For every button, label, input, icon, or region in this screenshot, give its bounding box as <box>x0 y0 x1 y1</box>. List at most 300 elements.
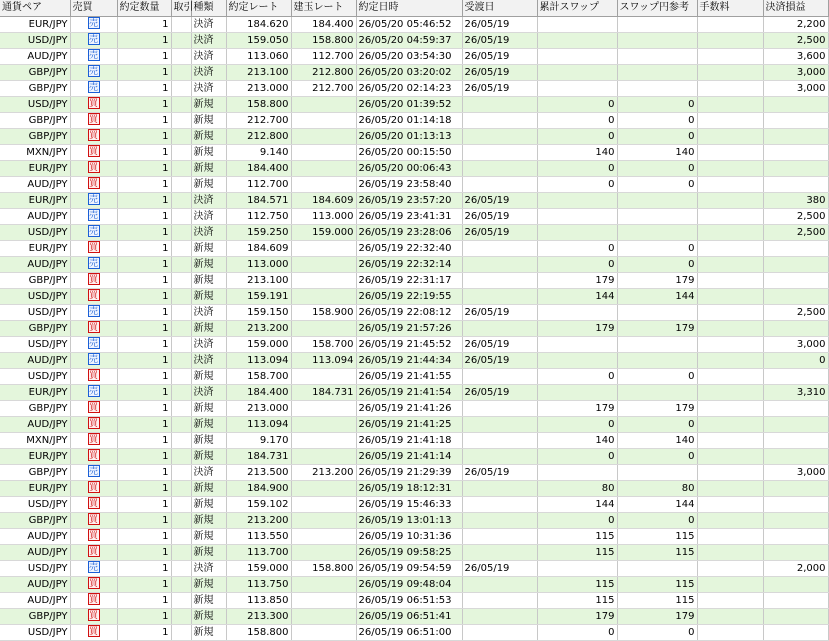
cumulative-swap-cell: 0 <box>537 512 617 528</box>
trade-cell <box>171 208 191 224</box>
exec-datetime-cell: 26/05/20 01:13:13 <box>356 128 462 144</box>
type-cell: 新規 <box>191 176 226 192</box>
settlement-date-cell: 26/05/19 <box>462 352 537 368</box>
exec-datetime-cell: 26/05/19 21:41:54 <box>356 384 462 400</box>
buy-badge: 買 <box>88 402 98 413</box>
pair-cell: AUD/JPY <box>0 592 70 608</box>
exec-datetime-cell: 26/05/20 04:59:37 <box>356 32 462 48</box>
pnl-cell: 3,310 <box>763 384 828 400</box>
trade-cell <box>171 256 191 272</box>
column-header-swap-yen[interactable]: スワップ円参考 <box>617 0 697 16</box>
exec-rate-cell: 112.700 <box>226 176 291 192</box>
trade-cell <box>171 48 191 64</box>
quantity-cell: 1 <box>117 16 171 32</box>
sell-badge: 売 <box>88 18 98 29</box>
position-rate-cell: 184.400 <box>291 16 356 32</box>
side-cell <box>70 64 117 80</box>
settlement-date-cell <box>462 240 537 256</box>
buy-badge: 買 <box>88 114 98 125</box>
table-row[interactable] <box>0 624 828 640</box>
quantity-cell: 1 <box>117 64 171 80</box>
quantity-cell: 1 <box>117 416 171 432</box>
pair-cell: USD/JPY <box>0 336 70 352</box>
exec-datetime-cell: 26/05/19 23:28:06 <box>356 224 462 240</box>
column-header-settlement-date[interactable]: 受渡日 <box>462 0 537 16</box>
side-cell <box>70 544 117 560</box>
trade-cell <box>171 336 191 352</box>
side-cell <box>70 192 117 208</box>
fee-cell <box>697 464 763 480</box>
fee-cell <box>697 80 763 96</box>
type-cell: 新規 <box>191 544 226 560</box>
column-header-trade[interactable]: 取引 <box>171 0 191 16</box>
trade-cell <box>171 544 191 560</box>
position-rate-cell: 113.094 <box>291 352 356 368</box>
table-row[interactable] <box>0 416 828 432</box>
settlement-date-cell: 26/05/19 <box>462 80 537 96</box>
settlement-date-cell: 26/05/19 <box>462 224 537 240</box>
side-cell <box>70 128 117 144</box>
pair-cell: USD/JPY <box>0 288 70 304</box>
table-row[interactable] <box>0 224 828 240</box>
exec-rate-cell: 113.750 <box>226 576 291 592</box>
side-cell <box>70 144 117 160</box>
settlement-date-cell: 26/05/19 <box>462 464 537 480</box>
pnl-cell: 3,000 <box>763 80 828 96</box>
cumulative-swap-cell: 179 <box>537 320 617 336</box>
table-row[interactable] <box>0 560 828 576</box>
settlement-date-cell <box>462 496 537 512</box>
quantity-cell: 1 <box>117 592 171 608</box>
type-cell: 新規 <box>191 576 226 592</box>
swap-yen-cell <box>617 32 697 48</box>
pair-cell: EUR/JPY <box>0 448 70 464</box>
exec-rate-cell: 213.500 <box>226 464 291 480</box>
table-row[interactable] <box>0 512 828 528</box>
sell-badge: 売 <box>88 258 98 269</box>
swap-yen-cell: 0 <box>617 624 697 640</box>
type-cell: 新規 <box>191 624 226 640</box>
table-row[interactable] <box>0 176 828 192</box>
type-cell: 決済 <box>191 560 226 576</box>
position-rate-cell <box>291 432 356 448</box>
settlement-date-cell <box>462 160 537 176</box>
cumulative-swap-cell: 0 <box>537 256 617 272</box>
swap-yen-cell <box>617 192 697 208</box>
fee-cell <box>697 320 763 336</box>
quantity-cell: 1 <box>117 320 171 336</box>
side-cell <box>70 480 117 496</box>
sell-badge: 売 <box>88 226 98 237</box>
exec-datetime-cell: 26/05/19 06:51:00 <box>356 624 462 640</box>
pnl-cell <box>763 416 828 432</box>
table-row[interactable] <box>0 352 828 368</box>
table-row[interactable] <box>0 528 828 544</box>
position-rate-cell: 212.800 <box>291 64 356 80</box>
table-row[interactable] <box>0 160 828 176</box>
settlement-date-cell <box>462 112 537 128</box>
pair-cell: USD/JPY <box>0 304 70 320</box>
type-cell: 新規 <box>191 128 226 144</box>
column-header-pair[interactable]: 通貨ペア <box>0 0 70 16</box>
type-cell: 新規 <box>191 320 226 336</box>
table-row[interactable] <box>0 384 828 400</box>
exec-datetime-cell: 26/05/19 10:31:36 <box>356 528 462 544</box>
swap-yen-cell <box>617 224 697 240</box>
settlement-date-cell <box>462 512 537 528</box>
fee-cell <box>697 432 763 448</box>
position-rate-cell: 213.200 <box>291 464 356 480</box>
pnl-cell <box>763 128 828 144</box>
cumulative-swap-cell <box>537 224 617 240</box>
pnl-cell: 0 <box>763 352 828 368</box>
table-row[interactable] <box>0 576 828 592</box>
column-header-fee[interactable]: 手数料 <box>697 0 763 16</box>
fee-cell <box>697 416 763 432</box>
trade-cell <box>171 64 191 80</box>
side-cell <box>70 416 117 432</box>
quantity-cell: 1 <box>117 512 171 528</box>
trade-cell <box>171 96 191 112</box>
trade-cell <box>171 288 191 304</box>
cumulative-swap-cell: 179 <box>537 608 617 624</box>
position-rate-cell <box>291 96 356 112</box>
position-rate-cell: 212.700 <box>291 80 356 96</box>
pnl-cell <box>763 592 828 608</box>
pnl-cell: 2,500 <box>763 304 828 320</box>
table-row[interactable] <box>0 64 828 80</box>
settlement-date-cell <box>462 320 537 336</box>
buy-badge: 買 <box>88 290 98 301</box>
settlement-date-cell <box>462 128 537 144</box>
pair-cell: GBP/JPY <box>0 272 70 288</box>
exec-rate-cell: 159.050 <box>226 32 291 48</box>
trade-cell <box>171 320 191 336</box>
side-cell <box>70 576 117 592</box>
quantity-cell: 1 <box>117 240 171 256</box>
pair-cell: USD/JPY <box>0 368 70 384</box>
buy-badge: 買 <box>88 514 98 525</box>
fee-cell <box>697 592 763 608</box>
buy-badge: 買 <box>88 546 98 557</box>
pnl-cell <box>763 112 828 128</box>
swap-yen-cell: 115 <box>617 576 697 592</box>
settlement-date-cell: 26/05/19 <box>462 336 537 352</box>
quantity-cell: 1 <box>117 352 171 368</box>
table-row[interactable] <box>0 400 828 416</box>
cumulative-swap-cell <box>537 560 617 576</box>
swap-yen-cell: 144 <box>617 496 697 512</box>
position-rate-cell <box>291 624 356 640</box>
fee-cell <box>697 176 763 192</box>
exec-rate-cell: 158.800 <box>226 96 291 112</box>
exec-rate-cell: 113.094 <box>226 352 291 368</box>
exec-datetime-cell: 26/05/19 18:12:31 <box>356 480 462 496</box>
side-cell <box>70 304 117 320</box>
cumulative-swap-cell: 0 <box>537 240 617 256</box>
side-cell <box>70 528 117 544</box>
exec-rate-cell: 213.300 <box>226 608 291 624</box>
side-cell <box>70 624 117 640</box>
swap-yen-cell <box>617 560 697 576</box>
side-cell <box>70 400 117 416</box>
pair-cell: USD/JPY <box>0 96 70 112</box>
fee-cell <box>697 624 763 640</box>
table-row[interactable] <box>0 304 828 320</box>
swap-yen-cell: 0 <box>617 176 697 192</box>
settlement-date-cell <box>462 448 537 464</box>
trade-cell <box>171 128 191 144</box>
column-header-position-rate[interactable]: 建玉レート <box>291 0 356 16</box>
swap-yen-cell: 0 <box>617 448 697 464</box>
exec-datetime-cell: 26/05/19 21:41:25 <box>356 416 462 432</box>
quantity-cell: 1 <box>117 288 171 304</box>
pnl-cell <box>763 272 828 288</box>
pair-cell: AUD/JPY <box>0 256 70 272</box>
side-cell <box>70 560 117 576</box>
buy-badge: 買 <box>88 146 98 157</box>
buy-badge: 買 <box>88 162 98 173</box>
type-cell: 新規 <box>191 480 226 496</box>
settlement-date-cell <box>462 288 537 304</box>
trade-cell <box>171 144 191 160</box>
settlement-date-cell <box>462 624 537 640</box>
cumulative-swap-cell <box>537 32 617 48</box>
pair-cell: USD/JPY <box>0 32 70 48</box>
column-header-exec-rate[interactable]: 約定レート <box>226 0 291 16</box>
settlement-date-cell: 26/05/19 <box>462 560 537 576</box>
quantity-cell: 1 <box>117 272 171 288</box>
swap-yen-cell: 0 <box>617 368 697 384</box>
pair-cell: AUD/JPY <box>0 528 70 544</box>
quantity-cell: 1 <box>117 368 171 384</box>
quantity-cell: 1 <box>117 608 171 624</box>
exec-rate-cell: 158.800 <box>226 624 291 640</box>
pnl-cell <box>763 256 828 272</box>
cumulative-swap-cell: 144 <box>537 496 617 512</box>
fee-cell <box>697 608 763 624</box>
type-cell: 新規 <box>191 272 226 288</box>
type-cell: 新規 <box>191 112 226 128</box>
cumulative-swap-cell <box>537 384 617 400</box>
cumulative-swap-cell <box>537 464 617 480</box>
exec-rate-cell: 113.550 <box>226 528 291 544</box>
fee-cell <box>697 224 763 240</box>
sell-badge: 売 <box>88 466 98 477</box>
table-row[interactable] <box>0 96 828 112</box>
table-row[interactable] <box>0 496 828 512</box>
table-row[interactable] <box>0 16 828 32</box>
pnl-cell <box>763 608 828 624</box>
buy-badge: 買 <box>88 450 98 461</box>
buy-badge: 買 <box>88 242 98 253</box>
quantity-cell: 1 <box>117 224 171 240</box>
exec-datetime-cell: 26/05/19 21:29:39 <box>356 464 462 480</box>
pnl-cell <box>763 528 828 544</box>
fee-cell <box>697 192 763 208</box>
column-header-cumulative-swap[interactable]: 累計スワップ <box>537 0 617 16</box>
table-row[interactable] <box>0 544 828 560</box>
fee-cell <box>697 576 763 592</box>
position-rate-cell <box>291 448 356 464</box>
table-row[interactable] <box>0 288 828 304</box>
fee-cell <box>697 272 763 288</box>
exec-datetime-cell: 26/05/20 00:06:43 <box>356 160 462 176</box>
sell-badge: 売 <box>88 562 98 573</box>
type-cell: 新規 <box>191 160 226 176</box>
settlement-date-cell <box>462 544 537 560</box>
quantity-cell: 1 <box>117 496 171 512</box>
swap-yen-cell <box>617 464 697 480</box>
position-rate-cell: 158.800 <box>291 560 356 576</box>
table-row[interactable] <box>0 592 828 608</box>
table-row[interactable] <box>0 448 828 464</box>
quantity-cell: 1 <box>117 304 171 320</box>
pnl-cell: 2,500 <box>763 224 828 240</box>
trade-cell <box>171 384 191 400</box>
table-row[interactable] <box>0 144 828 160</box>
type-cell: 新規 <box>191 400 226 416</box>
exec-rate-cell: 184.609 <box>226 240 291 256</box>
table-row[interactable] <box>0 320 828 336</box>
pnl-cell <box>763 320 828 336</box>
swap-yen-cell <box>617 64 697 80</box>
exec-rate-cell: 159.000 <box>226 336 291 352</box>
quantity-cell: 1 <box>117 560 171 576</box>
column-header-quantity[interactable]: 約定数量 <box>117 0 171 16</box>
trade-cell <box>171 240 191 256</box>
buy-badge: 買 <box>88 418 98 429</box>
side-cell <box>70 224 117 240</box>
table-row[interactable] <box>0 32 828 48</box>
exec-rate-cell: 9.170 <box>226 432 291 448</box>
cumulative-swap-cell: 0 <box>537 368 617 384</box>
pair-cell: GBP/JPY <box>0 608 70 624</box>
settlement-date-cell <box>462 608 537 624</box>
type-cell: 新規 <box>191 528 226 544</box>
swap-yen-cell: 0 <box>617 240 697 256</box>
exec-datetime-cell: 26/05/20 00:15:50 <box>356 144 462 160</box>
settlement-date-cell <box>462 400 537 416</box>
trade-cell <box>171 432 191 448</box>
column-header-pnl[interactable]: 決済損益 <box>763 0 828 16</box>
table-row[interactable] <box>0 256 828 272</box>
pair-cell: USD/JPY <box>0 560 70 576</box>
swap-yen-cell: 115 <box>617 544 697 560</box>
swap-yen-cell: 115 <box>617 592 697 608</box>
side-cell <box>70 464 117 480</box>
pnl-cell <box>763 576 828 592</box>
swap-yen-cell: 0 <box>617 256 697 272</box>
table-row[interactable] <box>0 208 828 224</box>
swap-yen-cell: 80 <box>617 480 697 496</box>
position-rate-cell <box>291 512 356 528</box>
cumulative-swap-cell <box>537 192 617 208</box>
table-row[interactable] <box>0 432 828 448</box>
position-rate-cell <box>291 144 356 160</box>
fee-cell <box>697 336 763 352</box>
fee-cell <box>697 64 763 80</box>
table-row[interactable] <box>0 240 828 256</box>
quantity-cell: 1 <box>117 208 171 224</box>
cumulative-swap-cell <box>537 16 617 32</box>
exec-rate-cell: 113.060 <box>226 48 291 64</box>
buy-badge: 買 <box>88 498 98 509</box>
table-row[interactable] <box>0 608 828 624</box>
exec-datetime-cell: 26/05/19 22:08:12 <box>356 304 462 320</box>
settlement-date-cell: 26/05/19 <box>462 16 537 32</box>
position-rate-cell <box>291 496 356 512</box>
trade-cell <box>171 560 191 576</box>
sell-badge: 売 <box>88 306 98 317</box>
swap-yen-cell <box>617 304 697 320</box>
settlement-date-cell: 26/05/19 <box>462 304 537 320</box>
table-row[interactable] <box>0 480 828 496</box>
pnl-cell: 2,500 <box>763 208 828 224</box>
trade-cell <box>171 352 191 368</box>
table-row[interactable] <box>0 272 828 288</box>
exec-datetime-cell: 26/05/19 09:48:04 <box>356 576 462 592</box>
column-header-type[interactable]: 種類 <box>191 0 226 16</box>
quantity-cell: 1 <box>117 480 171 496</box>
position-rate-cell <box>291 368 356 384</box>
pnl-cell <box>763 432 828 448</box>
pnl-cell <box>763 624 828 640</box>
table-row[interactable] <box>0 112 828 128</box>
position-rate-cell <box>291 288 356 304</box>
fee-cell <box>697 400 763 416</box>
table-row[interactable] <box>0 80 828 96</box>
table-row[interactable] <box>0 128 828 144</box>
cumulative-swap-cell: 0 <box>537 624 617 640</box>
pair-cell: GBP/JPY <box>0 80 70 96</box>
swap-yen-cell: 179 <box>617 272 697 288</box>
pnl-cell <box>763 368 828 384</box>
swap-yen-cell: 179 <box>617 608 697 624</box>
buy-badge: 買 <box>88 274 98 285</box>
table-row[interactable] <box>0 336 828 352</box>
table-row[interactable] <box>0 192 828 208</box>
position-rate-cell <box>291 128 356 144</box>
swap-yen-cell: 0 <box>617 160 697 176</box>
position-rate-cell: 184.731 <box>291 384 356 400</box>
type-cell: 決済 <box>191 16 226 32</box>
position-rate-cell <box>291 608 356 624</box>
swap-yen-cell <box>617 16 697 32</box>
trade-cell <box>171 192 191 208</box>
sell-badge: 売 <box>88 34 98 45</box>
fee-cell <box>697 288 763 304</box>
settlement-date-cell: 26/05/19 <box>462 64 537 80</box>
cumulative-swap-cell <box>537 80 617 96</box>
cumulative-swap-cell: 140 <box>537 144 617 160</box>
table-row[interactable] <box>0 464 828 480</box>
column-header-side[interactable]: 売買 <box>70 0 117 16</box>
exec-rate-cell: 213.200 <box>226 512 291 528</box>
swap-yen-cell <box>617 48 697 64</box>
sell-badge: 売 <box>88 66 98 77</box>
side-cell <box>70 320 117 336</box>
cumulative-swap-cell <box>537 352 617 368</box>
table-row[interactable] <box>0 48 828 64</box>
pnl-cell <box>763 512 828 528</box>
column-header-exec-datetime[interactable]: 約定日時 <box>356 0 462 16</box>
pair-cell: GBP/JPY <box>0 464 70 480</box>
side-cell <box>70 512 117 528</box>
exec-datetime-cell: 26/05/19 09:54:59 <box>356 560 462 576</box>
exec-datetime-cell: 26/05/20 03:54:30 <box>356 48 462 64</box>
table-row[interactable] <box>0 368 828 384</box>
